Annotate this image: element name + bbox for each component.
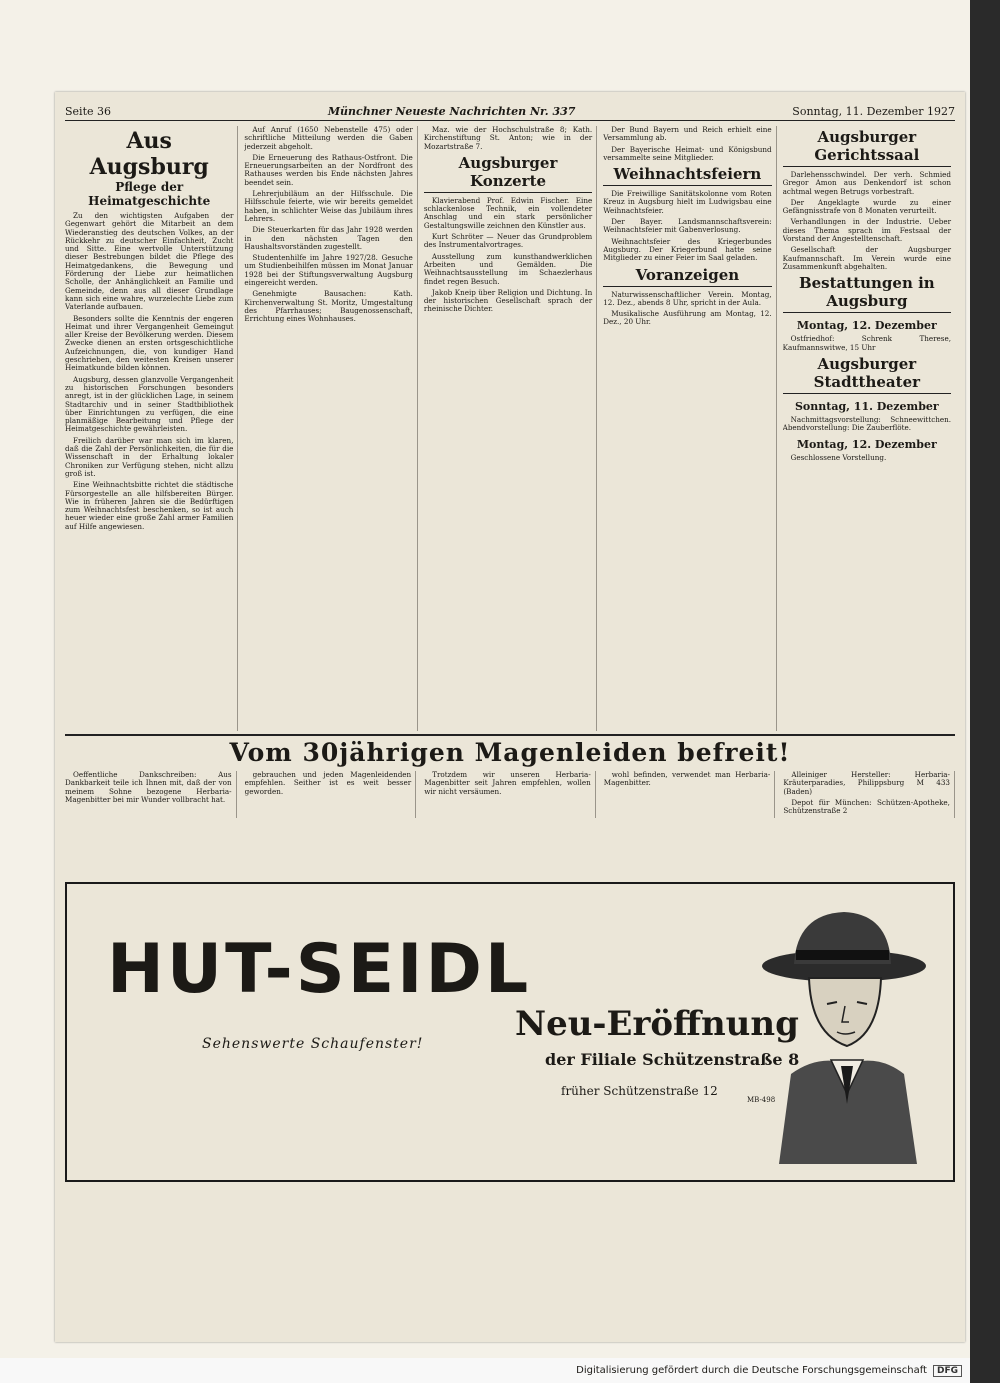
paragraph: Auf Anruf (1650 Nebenstelle 475) oder schriftliche Mitteilung werden die Gaben jederzeit abgeholt. <box>244 126 413 151</box>
theater-heading: Augsburger Stadttheater <box>783 355 951 394</box>
ad-columns <box>65 771 955 818</box>
paragraph: Musikalische Ausführung am Montag, 12. Dez., 20 Uhr. <box>603 309 772 327</box>
ad-headline: Vom 30jährigen Magenleiden befreit! <box>229 738 791 767</box>
brand-name: HUT-SEIDL <box>107 930 532 1009</box>
ad-maker: Alleiniger Hersteller: Herbaria-Kräuterparadies, Philippsburg M 433 (Baden) <box>783 771 950 796</box>
paragraph: Naturwissenschaftlicher Verein. Montag, 12. Dez., abends 8 Uhr, spricht in der Aula. <box>603 289 772 307</box>
ad-paragraph: gebrauchen und jeden Magenleidenden empfehlen. Seither ist es weit besser geworden. <box>244 771 412 796</box>
paragraph: Der Bund Bayern und Reich erhielt eine Versammlung ab. <box>603 126 772 143</box>
paragraph: Lehrerjubiläum an der Hilfsschule. Die Hilfsschule feierte, wie wir bereits gemeldet haben, in schlichter Weise das Jubiläum ihres Lehrers. <box>244 189 413 223</box>
column-1 <box>65 126 238 731</box>
ad-column <box>604 771 776 818</box>
paragraph: Die Steuerkarten für das Jahr 1928 werden in den nächsten Tagen den Haushaltsvorständen zugestellt. <box>244 225 413 251</box>
ad-column <box>783 771 955 818</box>
paragraph: Genehmigte Bausachen: Kath. Kirchenverwaltung St. Moritz, Umgestaltung des Pfarrhauses; Baugenossenschaft, Errichtung eines Wohnhauses. <box>244 289 413 324</box>
hatted-man-illustration-icon <box>739 894 939 1164</box>
ad-paragraph: wohl befinden, verwendet man Herbaria-Magenbitter. <box>603 771 771 788</box>
branch-address: der Filiale Schützenstraße 8 <box>545 1050 800 1069</box>
ad-column <box>245 771 417 818</box>
dfg-logo: DFG <box>933 1365 962 1377</box>
christmas-heading: Weihnachtsfeiern <box>603 165 771 186</box>
concert-heading: Augsburger Konzerte <box>424 154 592 193</box>
ad-paragraph: Trotzdem wir unseren Herbaria-Magenbitter seit Jahren empfehlen, wollen wir nicht versäumen. <box>424 771 591 796</box>
paragraph: Gesellschaft der Augsburger Kaufmannschaft. Im Verein wurde eine Zusammenkunft abgehalten. <box>782 245 952 271</box>
article-columns <box>65 126 955 731</box>
paragraph: Verhandlungen in der Industrie. Ueber dieses Thema sprach im Festsaal der Vorstand der Angestelltenschaft. <box>782 217 952 244</box>
page-number: Seite 36 <box>65 104 111 118</box>
funeral-heading: Bestattungen in Augsburg <box>783 274 951 313</box>
paper-title: Münchner Neueste Nachrichten Nr. 337 <box>327 104 576 118</box>
funding-text: Digitalisierung gefördert durch die Deutsche Forschungsgemeinschaft <box>576 1365 927 1376</box>
paragraph: Klavierabend Prof. Edwin Fischer. Eine schlackenlose Technik, ein vollendeter Anschlag und ein stark persönlicher Gestaltungswille zeichnen den Künstler aus. <box>423 195 593 230</box>
funeral-entry: Ostfriedhof: Schrenk Therese, Kaufmannswitwe, 15 Uhr <box>782 334 952 352</box>
ad-code: MB-498 <box>747 1096 776 1104</box>
paragraph: Zu den wichtigsten Aufgaben der Gegenwart gehört die Mitarbeit an dem Wiederanstieg des deutschen Volkes, an der Rückkehr zu deutscher Einfachheit, Zucht und Sitte. Eine wertvolle Unterstützung dieser Bestrebungen bildet die Pflege des Heimatgedankens, die Bewegung und Förderung der Liebe zur heimatlichen Scholle, der Anhänglichkeit an Familie und Gemeinde, denn aus all dieser Grundlage kann sich eine wahre, wurzelechte Liebe zum Vaterlande aufbauen. <box>65 211 234 312</box>
ad-column <box>65 771 237 818</box>
ad-paragraph: Oeffentliche Dankschreiben: Aus Dankbarkeit teile ich Ihnen mit, daß der von meinem Sohne bezogene Herbaria-Magenbitter bei mir Wunder vollbracht hat. <box>65 771 232 804</box>
paragraph: Darlehensschwindel. Der verh. Schmied Gregor Amon aus Denkendorf ist schon achtmal wegen Betrugs vorbestraft. <box>782 170 952 196</box>
article-subtitle: Pflege der Heimatgeschichte <box>88 180 211 208</box>
scan-edge <box>970 0 1000 1383</box>
theater-program: Nachmittagsvorstellung: Schneewittchen. Abendvorstellung: Die Zauberflöte. <box>782 414 952 433</box>
hut-seidl-advertisement <box>65 882 955 1182</box>
paragraph: Der Bayerische Heimat- und Königsbund versammelte seine Mitglieder. <box>603 144 772 162</box>
paragraph: Studentenhilfe im Jahre 1927/28. Gesuche um Studienbeihilfen müssen im Monat Januar 1928 bei der Stiftungsverwaltung Augsburg eingereicht werden. <box>244 253 413 288</box>
funeral-date: Montag, 12. Dezember <box>796 319 937 333</box>
court-heading: Augsburger Gerichtssaal <box>783 128 951 167</box>
section-title: Aus Augsburg <box>89 128 209 180</box>
column-2 <box>244 126 417 731</box>
theater-date: Montag, 12. Dezember <box>796 438 937 452</box>
ad-column <box>424 771 596 818</box>
paragraph: Besonders sollte die Kenntnis der engeren Heimat und ihrer Vergangenheit Gemeingut aller Kreise der Bevölkerung werden. Diesem Zwecke dienen an ersten ortsgeschichtliche Aufzeichnungen, die, von kundiger Hand geschrieben, den weitesten Kreisen unserer Heimatkunde bilden können. <box>65 313 234 373</box>
paragraph: Kurt Schröter — Neuer das Grundproblem des Instrumentalvortrages. <box>423 232 593 250</box>
newspaper-page <box>55 92 965 1342</box>
paragraph: Der Angeklagte wurde zu einer Gefängnisstrafe von 8 Monaten verurteilt. <box>782 197 952 216</box>
funding-footer <box>0 1358 970 1383</box>
preview-heading: Voranzeigen <box>603 266 771 287</box>
paragraph: Freilich darüber war man sich im klaren, daß die Zahl der Persönlichkeiten, die für die Wissenschaft in der Erhaltung lokaler Chroniken zur Verfügung stehen, nicht allzu groß ist. <box>65 435 234 478</box>
paragraph: Jakob Kneip über Religion und Dichtung. In der historischen Gesellschaft sprach der rheinische Dichter. <box>423 287 593 314</box>
former-address: früher Schützenstraße 12 <box>561 1084 718 1098</box>
column-5 <box>783 126 955 731</box>
paragraph: Eine Weihnachtsbitte richtet die städtische Fürsorgestelle an alle hilfsbereiten Bürger. Wie in früheren Jahren sie die Bedürftigen zum Weihnachtsfest beschenken, so ist auch heuer wieder eine große Zahl armer Familien auf Hilfe angewiesen. <box>65 480 234 531</box>
paragraph: Weihnachtsfeier des Kriegerbundes Augsburg. Der Kriegerbund hatte seine Mitglieder zu einer Feier im Saal geladen. <box>603 236 772 263</box>
opening-headline: Neu-Eröffnung <box>515 1004 799 1044</box>
paragraph: Die Erneuerung des Rathaus-Ostfront. Die Erneuerungsarbeiten an der Nordfront des Rathauses werden bis Ende nächsten Jahres beendet sein. <box>244 152 413 187</box>
paragraph: Maz. wie der Hochschulstraße 8; Kath. Kirchenstiftung St. Anton; wie in der Mozartstraße 7. <box>423 126 593 151</box>
paragraph: Ausstellung zum kunsthandwerklichen Arbeiten und Gemälden. Die Weihnachtsausstellung im Schaezlerhaus findet regen Besuch. <box>423 251 593 286</box>
ad-depot: Depot für München: Schützen-Apotheke, Schützenstraße 2 <box>783 797 950 816</box>
column-3 <box>424 126 597 731</box>
magenbitter-advertisement <box>65 734 955 878</box>
brand-tagline: Sehenswerte Schaufenster! <box>202 1036 424 1052</box>
paragraph: Augsburg, dessen glanzvolle Vergangenheit zu historischen Forschungen besonders anregt, ist in der glücklichen Lage, in seinem Stadtarchiv und in seiner Stadtbibliothek über Einrichtungen zu verfügen, die eine planmäßige Bearbeitung und Pflege der Heimatgeschichte gewährleisten. <box>65 374 234 434</box>
column-4 <box>603 126 776 731</box>
theater-date: Sonntag, 11. Dezember <box>794 399 939 413</box>
theater-program: Geschlossene Vorstellung. <box>790 453 887 463</box>
paragraph: Der Bayer. Landsmannschaftsverein: Weihnachtsfeier mit Gabenverlosung. <box>603 217 772 235</box>
page-header <box>65 102 955 121</box>
paragraph: Die Freiwillige Sanitätskolonne vom Roten Kreuz in Augsburg hielt im Ludwigsbau eine Weihnachtsfeier. <box>603 189 772 215</box>
issue-date: Sonntag, 11. Dezember 1927 <box>792 104 955 118</box>
